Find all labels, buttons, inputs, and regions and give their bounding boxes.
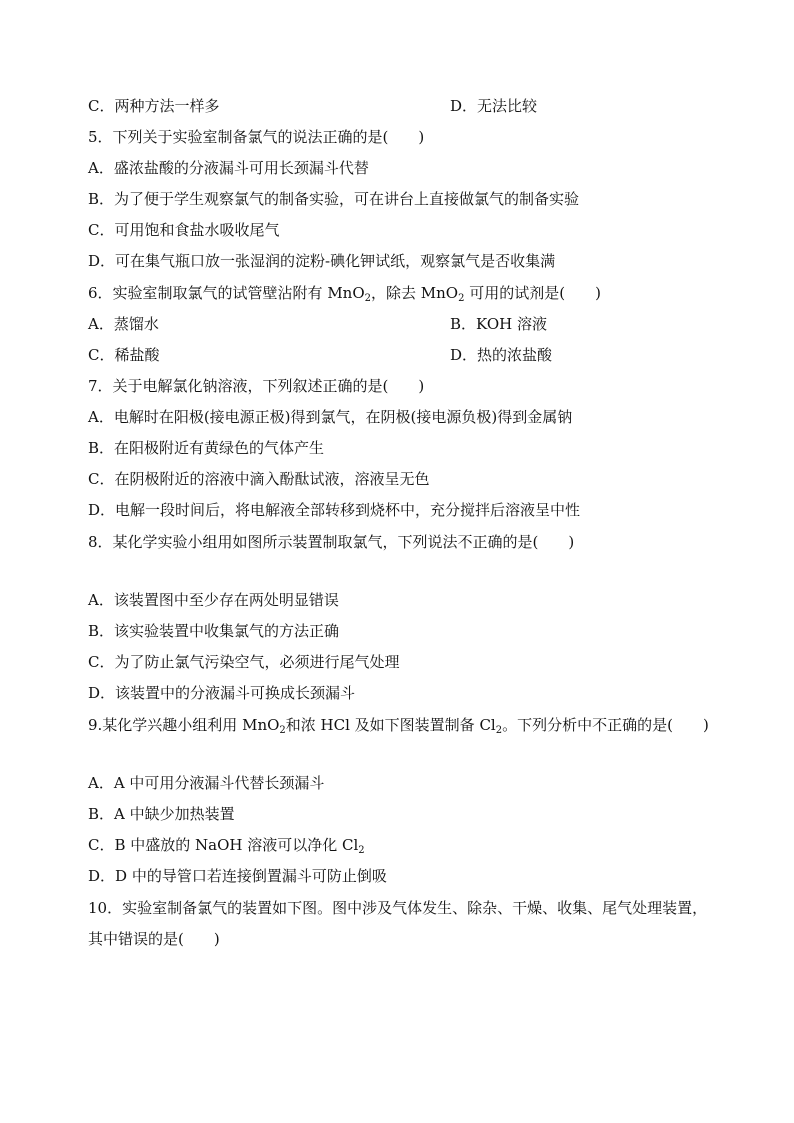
q9-option-d: D．D 中的导管口若连接倒置漏斗可防止倒吸 bbox=[88, 867, 387, 885]
q5-option-d: D．可在集气瓶口放一张湿润的淀粉-碘化钾试纸，观察氯气是否收集满 bbox=[88, 252, 556, 270]
q6-stem-part-b: ，除去 MnO bbox=[371, 284, 459, 302]
q6-subscript-1: 2 bbox=[364, 293, 372, 304]
q9-subscript-2: 2 bbox=[495, 725, 503, 736]
q9-stem bbox=[88, 715, 709, 735]
q8-option-c: C．为了防止氯气污染空气，必须进行尾气处理 bbox=[88, 653, 400, 671]
q9-option-c-text: C．B 中盛放的 NaOH 溶液可以净化 Cl bbox=[88, 836, 359, 854]
q7-option-c: C．在阴极附近的溶液中滴入酚酞试液，溶液呈无色 bbox=[88, 470, 430, 488]
q9-subscript-1: 2 bbox=[279, 725, 286, 736]
q7-option-a: A．电解时在阳极(接电源正极)得到氯气，在阴极(接电源负极)得到金属钠 bbox=[88, 408, 573, 426]
q6-option-b: B．KOH 溶液 bbox=[450, 315, 547, 333]
q6-options-row-1 bbox=[88, 314, 547, 334]
q8-option-b: B．该实验装置中收集氯气的方法正确 bbox=[88, 622, 340, 640]
q6-subscript-2: 2 bbox=[458, 293, 465, 304]
q9-option-b: B．A 中缺少加热装置 bbox=[88, 805, 235, 823]
q7-stem: 7．关于电解氯化钠溶液，下列叙述正确的是( ) bbox=[88, 377, 425, 395]
q6-stem-part-a: 6．实验室制取氯气的试管壁沾附有 MnO bbox=[88, 284, 365, 302]
q6-option-a: A．蒸馏水 bbox=[88, 315, 159, 333]
q5-stem: 5．下列关于实验室制备氯气的说法正确的是( ) bbox=[88, 128, 425, 146]
q10-stem-line-1: 10．实验室制备氯气的装置如下图。图中涉及气体发生、除杂、干燥、收集、尾气处理装置， bbox=[88, 899, 708, 917]
q5-option-b: B．为了便于学生观察氯气的制备实验，可在讲台上直接做氯气的制备实验 bbox=[88, 190, 580, 208]
q6-stem bbox=[88, 283, 601, 303]
q5-option-c: C．可用饱和食盐水吸收尾气 bbox=[88, 221, 280, 239]
q9-stem-part-b: 和浓 HCl 及如下图装置制备 Cl bbox=[285, 716, 496, 734]
q7-option-d: D．电解一段时间后，将电解液全部转移到烧杯中，充分搅拌后溶液呈中性 bbox=[88, 501, 581, 519]
q4-option-d: D．无法比较 bbox=[450, 97, 538, 115]
q6-option-c: C．稀盐酸 bbox=[88, 346, 160, 364]
q6-stem-part-c: 可用的试剂是( ) bbox=[464, 284, 601, 302]
q4-options-row bbox=[88, 96, 538, 116]
q10-stem-line-2: 其中错误的是( ) bbox=[88, 930, 220, 948]
q9-option-c-subscript: 2 bbox=[358, 845, 365, 856]
q6-option-d: D．热的浓盐酸 bbox=[450, 346, 553, 364]
q8-option-d: D．该装置中的分液漏斗可换成长颈漏斗 bbox=[88, 684, 356, 702]
q8-stem: 8．某化学实验小组用如图所示装置制取氯气，下列说法不正确的是( ) bbox=[88, 533, 575, 551]
q9-stem-part-c: 。下列分析中不正确的是( ) bbox=[502, 716, 709, 734]
q7-option-b: B．在阳极附近有黄绿色的气体产生 bbox=[88, 439, 325, 457]
q9-option-a: A．A 中可用分液漏斗代替长颈漏斗 bbox=[88, 774, 325, 792]
q6-options-row-2 bbox=[88, 345, 553, 365]
q9-stem-part-a: 9.某化学兴趣小组利用 MnO bbox=[88, 716, 280, 734]
q4-option-c: C．两种方法一样多 bbox=[88, 97, 220, 115]
q9-option-c bbox=[88, 835, 365, 855]
q8-option-a: A．该装置图中至少存在两处明显错误 bbox=[88, 591, 339, 609]
q5-option-a: A．盛浓盐酸的分液漏斗可用长颈漏斗代替 bbox=[88, 159, 369, 177]
